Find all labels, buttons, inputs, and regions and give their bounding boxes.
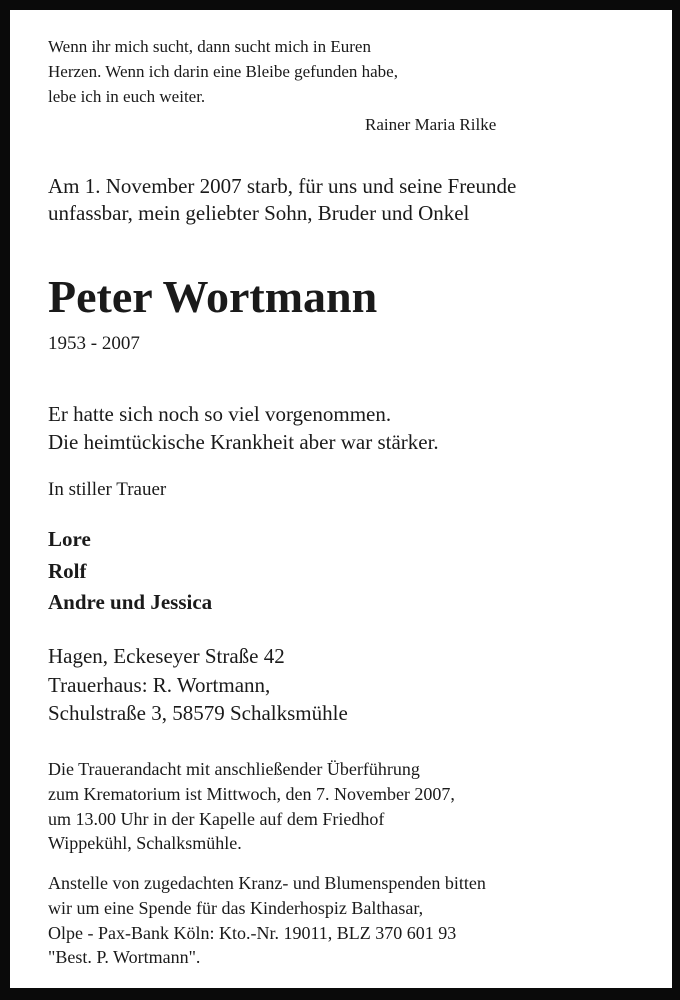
message-line: Er hatte sich noch so viel vorgenommen. <box>48 402 392 426</box>
quote-author: Rainer Maria Rilke <box>365 115 497 134</box>
mourner: Rolf <box>48 559 87 583</box>
announcement-line: Am 1. November 2007 starb, für uns und seine Freunde <box>48 174 517 198</box>
donation-line: Olpe - Pax-Bank Köln: Kto.-Nr. 19011, BLZ 370 601 93 <box>48 923 457 943</box>
deceased-name: Peter Wortmann <box>48 271 378 322</box>
mourner: Lore <box>48 527 91 551</box>
quote-line: Herzen. Wenn ich darin eine Bleibe gefunden habe, <box>48 62 398 81</box>
mourning-label: In stiller Trauer <box>48 479 167 500</box>
mourner: Andre und Jessica <box>48 590 213 614</box>
address-line: Trauerhaus: R. Wortmann, <box>48 673 271 697</box>
donation-line: wir um eine Spende für das Kinderhospiz Balthasar, <box>48 898 424 918</box>
deceased-years: 1953 - 2007 <box>48 333 140 354</box>
service-line: zum Krematorium ist Mittwoch, den 7. November 2007, <box>48 784 455 804</box>
announcement-line: unfassbar, mein geliebter Sohn, Bruder und Onkel <box>48 201 470 225</box>
service-line: Wippekühl, Schalksmühle. <box>48 833 242 853</box>
address-line: Hagen, Eckeseyer Straße 42 <box>48 644 285 668</box>
quote-line: Wenn ihr mich sucht, dann sucht mich in Euren <box>48 37 371 56</box>
address-line: Schulstraße 3, 58579 Schalksmühle <box>48 701 348 725</box>
service-line: Die Trauerandacht mit anschließender Überführung <box>48 759 420 779</box>
quote-line: lebe ich in euch weiter. <box>48 87 206 106</box>
donation-line: Anstelle von zugedachten Kranz- und Blumenspenden bitten <box>48 873 486 893</box>
donation-line: "Best. P. Wortmann". <box>48 947 201 967</box>
service-line: um 13.00 Uhr in der Kapelle auf dem Friedhof <box>48 809 385 829</box>
message-line: Die heimtückische Krankheit aber war stärker. <box>48 430 439 454</box>
